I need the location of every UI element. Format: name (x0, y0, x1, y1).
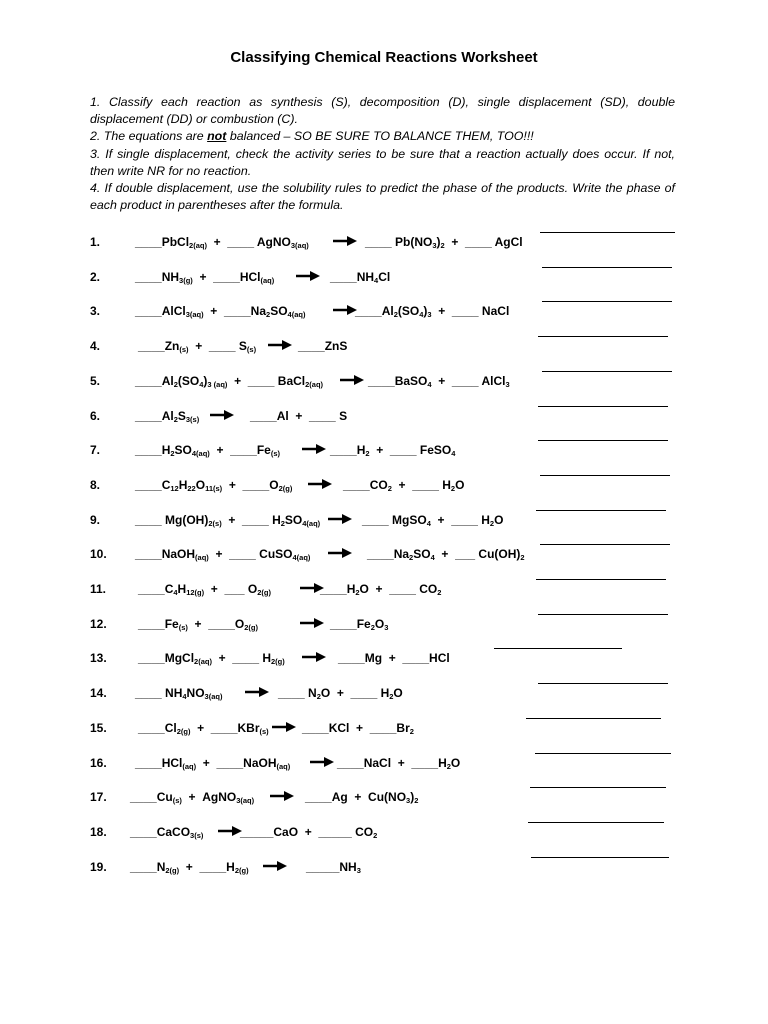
reaction-row (0, 371, 768, 391)
reaction-number: 19. (90, 859, 107, 874)
yields-arrow-icon (302, 651, 326, 663)
reaction-number: 5. (90, 373, 101, 388)
products: $\_\_\_\_Na_2SO_4$ + ___ $Cu(OH)_2$ (367, 547, 525, 563)
answer-blank[interactable] (540, 232, 675, 233)
reaction-row (0, 232, 768, 252)
yields-arrow-icon (296, 270, 320, 282)
products: ____KCl + $\_\_\_\_Br_2$ (302, 720, 414, 736)
yields-arrow-icon (340, 374, 364, 386)
answer-blank[interactable] (538, 614, 668, 615)
reaction-row (0, 475, 768, 495)
reactants: ____ $NH_4NO_{3(aq)}$ (135, 686, 223, 702)
reaction-number: 8. (90, 477, 101, 492)
yields-arrow-icon (272, 721, 296, 733)
reactants: ____HCl$_{(aq)}$ + ____NaOH$_{(aq)}$ (135, 755, 291, 771)
products: $\_\_\_\_H_2$ + ____ FeSO$_4$ (330, 443, 456, 459)
reactants: $\_\_\_\_N_{2(g)}$ + $\_\_\_\_H_{2(g)}$ (130, 859, 249, 875)
reaction-row (0, 336, 768, 356)
products: ____NaCl + $\_\_\_\_H_2O$ (337, 755, 461, 771)
products: $\_\_\_\_Fe_2O_3$ (330, 616, 389, 632)
instruction-4: 4. If double displacement, use the solubility rules to predict the phase of the products. Write the phase of each product in parentheses after the formula. (90, 181, 675, 213)
reaction-row (0, 614, 768, 634)
reactants: ____CaCO$_{3(s)}$ (130, 824, 204, 840)
reactants: ____MgCl$_{2(aq)}$ + ____ $H_{2(g)}$ (138, 651, 285, 667)
answer-blank[interactable] (535, 753, 671, 754)
yields-arrow-icon (310, 756, 334, 768)
products: $\_\_\_\_NH_4Cl$ (330, 269, 391, 285)
reaction-row (0, 406, 768, 426)
reaction-row (0, 857, 768, 877)
answer-blank[interactable] (542, 267, 672, 268)
reaction-number: 16. (90, 755, 107, 770)
yields-arrow-icon (328, 513, 352, 525)
reaction-number: 17. (90, 790, 107, 805)
reactants: ____NaOH$_{(aq)}$ + ____ CuSO$_{4(aq)}$ (135, 547, 311, 563)
reaction-row (0, 544, 768, 564)
reaction-row (0, 822, 768, 842)
reaction-number: 1. (90, 235, 101, 249)
answer-blank[interactable] (538, 406, 668, 407)
reaction-number: 4. (90, 339, 101, 354)
yields-arrow-icon (328, 547, 352, 559)
answer-blank[interactable] (542, 301, 672, 302)
reaction-number: 10. (90, 547, 107, 562)
reactants: $\_\_\_\_Al_2(SO_4)_{3 (aq)}$ + ____ BaCl$_{2(aq)}$ (135, 373, 324, 389)
products: $\_\_\_\_\_NH_3$ (306, 859, 361, 875)
worksheet-title: Classifying Chemical Reactions Worksheet (230, 49, 538, 66)
reaction-row (0, 510, 768, 530)
answer-blank[interactable] (494, 648, 622, 649)
instruction-3: 3. If single displacement, check the activity series to be sure that a reaction actually does occur. If not, then write NR for no reaction. (90, 146, 675, 178)
reaction-row (0, 440, 768, 460)
products: ____BaSO$_4$ + ____ AlCl$_3$ (368, 373, 510, 389)
reaction-row (0, 718, 768, 738)
yields-arrow-icon (245, 686, 269, 698)
answer-blank[interactable] (538, 440, 668, 441)
instruction-2 (90, 128, 675, 145)
instruction-1: 1. Classify each reaction as synthesis (S), decomposition (D), single displacement (SD), double displacement (DD) or combustion (C). (90, 95, 675, 127)
reactants: $\_\_\_\_Cl_{2(g)}$ + ____KBr$_{(s)}$ (138, 720, 269, 736)
reactants: ____PbCl$_{2(aq)}$ + ____ AgNO$_{3(aq)}$ (135, 235, 309, 250)
reaction-row (0, 683, 768, 703)
reaction-number: 7. (90, 443, 101, 458)
answer-blank[interactable] (528, 822, 664, 823)
yields-arrow-icon (300, 617, 324, 629)
yields-arrow-icon (270, 790, 294, 802)
yields-arrow-icon (263, 860, 287, 872)
reactants: $\_\_\_\_C_4H_{12(g)}$ + ___ $O_{2(g)}$ (138, 582, 271, 597)
instruction-2-post: balanced – SO BE SURE TO BALANCE THEM, TOO!!! (226, 129, 534, 144)
products: ____ MgSO$_4$ + ____ $H_2O$ (362, 512, 504, 528)
yields-arrow-icon (218, 825, 242, 837)
reaction-row (0, 648, 768, 668)
answer-blank[interactable] (538, 683, 668, 684)
reactants: $\_\_\_\_Al_2S_{3(s)}$ (135, 408, 200, 424)
reactants: $\_\_\_\_Fe_{(s)}$ + $\_\_\_\_O_{2(g)}$ (138, 616, 258, 632)
yields-arrow-icon (268, 339, 292, 351)
reaction-number: 12. (90, 616, 107, 631)
answer-blank[interactable] (530, 787, 666, 788)
products: $\_\_\_\_CO_2$ + ____ $H_2O$ (343, 477, 465, 493)
reactants: $\_\_\_\_C_{12}H_{22}O_{11(s)}$ + $\_\_\_\_O_{2(g)}$ (135, 477, 293, 493)
answer-blank[interactable] (531, 857, 669, 858)
products: $\_\_\_\_H_2O$ + ____ $CO_2$ (320, 582, 442, 597)
yields-arrow-icon (308, 478, 332, 490)
answer-blank[interactable] (540, 544, 670, 545)
reaction-number: 9. (90, 512, 101, 527)
yields-arrow-icon (302, 443, 326, 455)
answer-blank[interactable] (526, 718, 661, 719)
reaction-number: 18. (90, 824, 107, 839)
products: ____Mg + ____HCl (338, 651, 450, 666)
reaction-number: 6. (90, 408, 101, 423)
products: ____Ag + $Cu(NO_3)_2$ (305, 790, 419, 806)
instructions (90, 94, 675, 214)
reaction-row (0, 579, 768, 599)
reactants: $\_\_\_\_NH_{3(g)}$ + ____HCl$_{(aq)}$ (135, 269, 275, 285)
products: ____ZnS (298, 339, 348, 354)
yields-arrow-icon (333, 304, 357, 316)
reactants: ____ $Mg(OH)_{2(s)}$ + ____ $H_2SO_{4(aq)}$ (135, 512, 321, 528)
reactants: $\_\_\_\_H_2SO_{4(aq)}$ + $\_\_\_\_Fe_{(s)}$ (135, 443, 281, 459)
reactants: $\_\_\_\_Zn_{(s)}$ + ____ $S_{(s)}$ (138, 339, 257, 355)
instruction-2-emphasis: not (207, 129, 227, 144)
products: ____ $N_2O$ + ____ $H_2O$ (278, 686, 403, 702)
products: ____ $Pb(NO_3)_2$ + ____ AgCl (365, 235, 523, 250)
answer-blank[interactable] (542, 371, 672, 372)
reaction-number: 11. (90, 582, 107, 596)
reaction-number: 14. (90, 686, 107, 701)
reaction-number: 2. (90, 269, 101, 284)
reaction-row (0, 753, 768, 773)
yields-arrow-icon (210, 409, 234, 421)
answer-blank[interactable] (536, 579, 666, 580)
yields-arrow-icon (333, 235, 357, 247)
answer-blank[interactable] (536, 510, 666, 511)
products: ____Al + ____ S (250, 408, 348, 423)
reaction-row (0, 301, 768, 321)
instruction-2-pre: 2. The equations are (90, 129, 208, 144)
reaction-number: 15. (90, 720, 107, 735)
reactants: $\_\_\_\_Cu_{(s)}$ + AgNO$_{3(aq)}$ (130, 790, 255, 806)
reaction-row (0, 267, 768, 287)
products: $\_\_\_\_Al_2(SO_4)_3$ + ____ NaCl (355, 304, 510, 320)
reaction-number: 3. (90, 304, 101, 319)
reaction-number: 13. (90, 651, 107, 666)
answer-blank[interactable] (540, 475, 670, 476)
products: _____CaO + _____ $CO_2$ (240, 824, 378, 840)
reactants: ____AlCl$_{3(aq)}$ + $\_\_\_\_Na_2SO_{4(aq)}$ (135, 304, 306, 320)
answer-blank[interactable] (538, 336, 668, 337)
reaction-row (0, 787, 768, 807)
